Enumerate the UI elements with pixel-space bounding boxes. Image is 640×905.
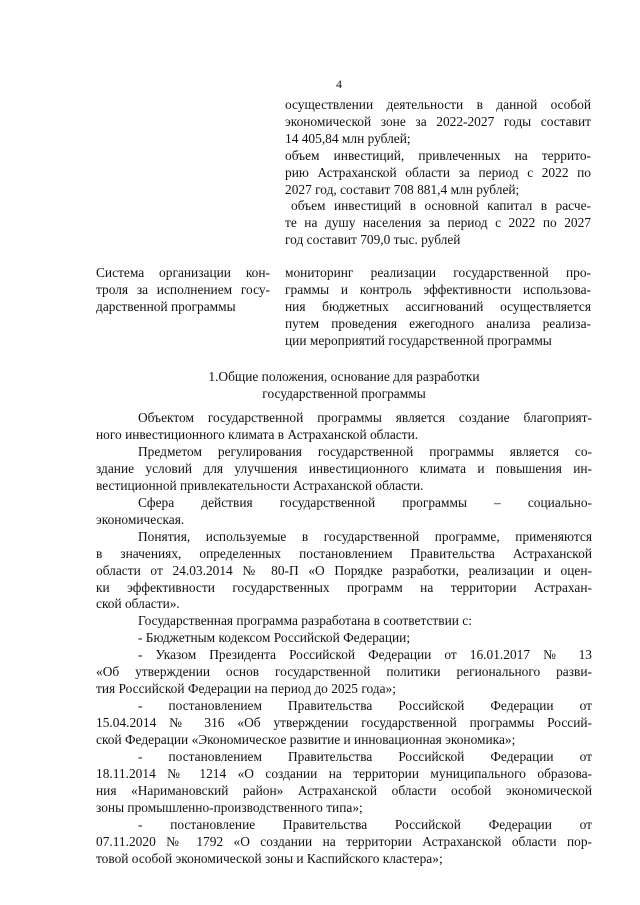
text-line: 14 405,84 млн рублей; <box>285 130 411 146</box>
text-line: 07.11.2020 № 1792 «О создании на территории Астраханской области пор- <box>96 833 592 849</box>
text-line: экономическая. <box>96 511 185 527</box>
text-line: объем инвестиций, привлеченных на террито- <box>285 147 591 163</box>
text-line: троля за исполнением госу- <box>96 281 270 297</box>
text-line: дарственной программы <box>96 298 236 314</box>
text-line: ской Федерации «Экономическое развитие и инновационная экономика»; <box>96 732 516 748</box>
text-line: граммы и контроль эффективности использова- <box>285 281 591 297</box>
text-line: ской области». <box>96 596 180 612</box>
text-line: ния бюджетных ассигнований осуществляется <box>285 298 591 314</box>
text-line: год составит 709,0 тыс. рублей <box>285 232 461 248</box>
table-row-label <box>96 265 270 316</box>
text-line: 2027 год, составит 708 881,4 млн рублей; <box>285 181 520 197</box>
text-line: - постановлением Правительства Российской Федерации от <box>138 698 592 714</box>
text-line: - Бюджетным кодексом Российской Федерации; <box>138 630 411 646</box>
text-line: - постановление Правительства Российской Федерации от <box>138 816 592 832</box>
text-line: осуществлении деятельности в данной особой <box>285 97 591 112</box>
text-line: Предметом регулирования государственной программы является со- <box>138 443 592 459</box>
text-line: путем проведения ежегодного анализа реализа- <box>285 315 591 331</box>
text-line: Сфера действия государственной программы – социально- <box>138 494 592 510</box>
text-line: Государственная программа разработана в соответствии с: <box>138 613 472 629</box>
text-line: ния «Наримановский район» Астраханской области особой экономической <box>96 782 592 798</box>
text-line: 18.11.2014 № 1214 «О создании на территории муниципального образова- <box>96 766 592 782</box>
text-line: области от 24.03.2014 № 80-П «О Порядке разработки, реализации и оцен- <box>96 562 592 578</box>
text-line: ции мероприятий государственной программы <box>285 332 552 348</box>
text-line: зоны промышленно-производственного типа»; <box>96 799 363 815</box>
heading-line: 1.Общие положения, основание для разработки <box>208 369 480 384</box>
text-line: мониторинг реализации государственной про- <box>285 265 591 280</box>
text-line: товой особой экономической зоны и Каспийского кластера»; <box>96 850 443 866</box>
text-line: те на душу населения за период с 2022 по 2027 <box>285 215 591 231</box>
text-line: Объектом государственной программы является создание благоприят- <box>138 410 592 425</box>
text-line: Система организации кон- <box>96 265 270 280</box>
text-line: экономической зоне за 2022-2027 годы составит <box>285 113 591 129</box>
text-line: 15.04.2014 № 316 «Об утверждении государственной программы Россий- <box>96 715 592 731</box>
body-text <box>96 410 592 868</box>
section-heading <box>96 368 592 402</box>
text-line: Понятия, используемые в государственной программе, применяются <box>138 528 592 544</box>
text-line: объем инвестиций в основной капитал в расче- <box>291 198 591 214</box>
text-line: ки эффективности государственных программ на территории Астрахан- <box>96 579 592 595</box>
text-line: здание условий для улучшения инвестиционного климата и повышения ин- <box>96 460 592 476</box>
text-line: - Указом Президента Российской Федерации от 16.01.2017 № 13 <box>138 647 592 663</box>
table-continued-value <box>285 97 591 249</box>
text-line: тия Российской Федерации на период до 2025 года»; <box>96 681 396 697</box>
heading-line: государственной программы <box>262 386 426 401</box>
text-line: вестиционной привлекательности Астраханской области. <box>96 477 424 493</box>
text-line: рию Астраханской области за период с 2022 по <box>285 164 591 180</box>
table-row-value <box>285 265 591 350</box>
text-line: - постановлением Правительства Российской Федерации от <box>138 749 592 765</box>
page-number: 4 <box>336 77 342 91</box>
text-line: «Об утверждении основ государственной политики регионального разви- <box>96 664 592 680</box>
text-line: ного инвестиционного климата в Астраханской области. <box>96 426 419 442</box>
text-line: в значениях, определенных постановлением Правительства Астраханской <box>96 545 592 561</box>
